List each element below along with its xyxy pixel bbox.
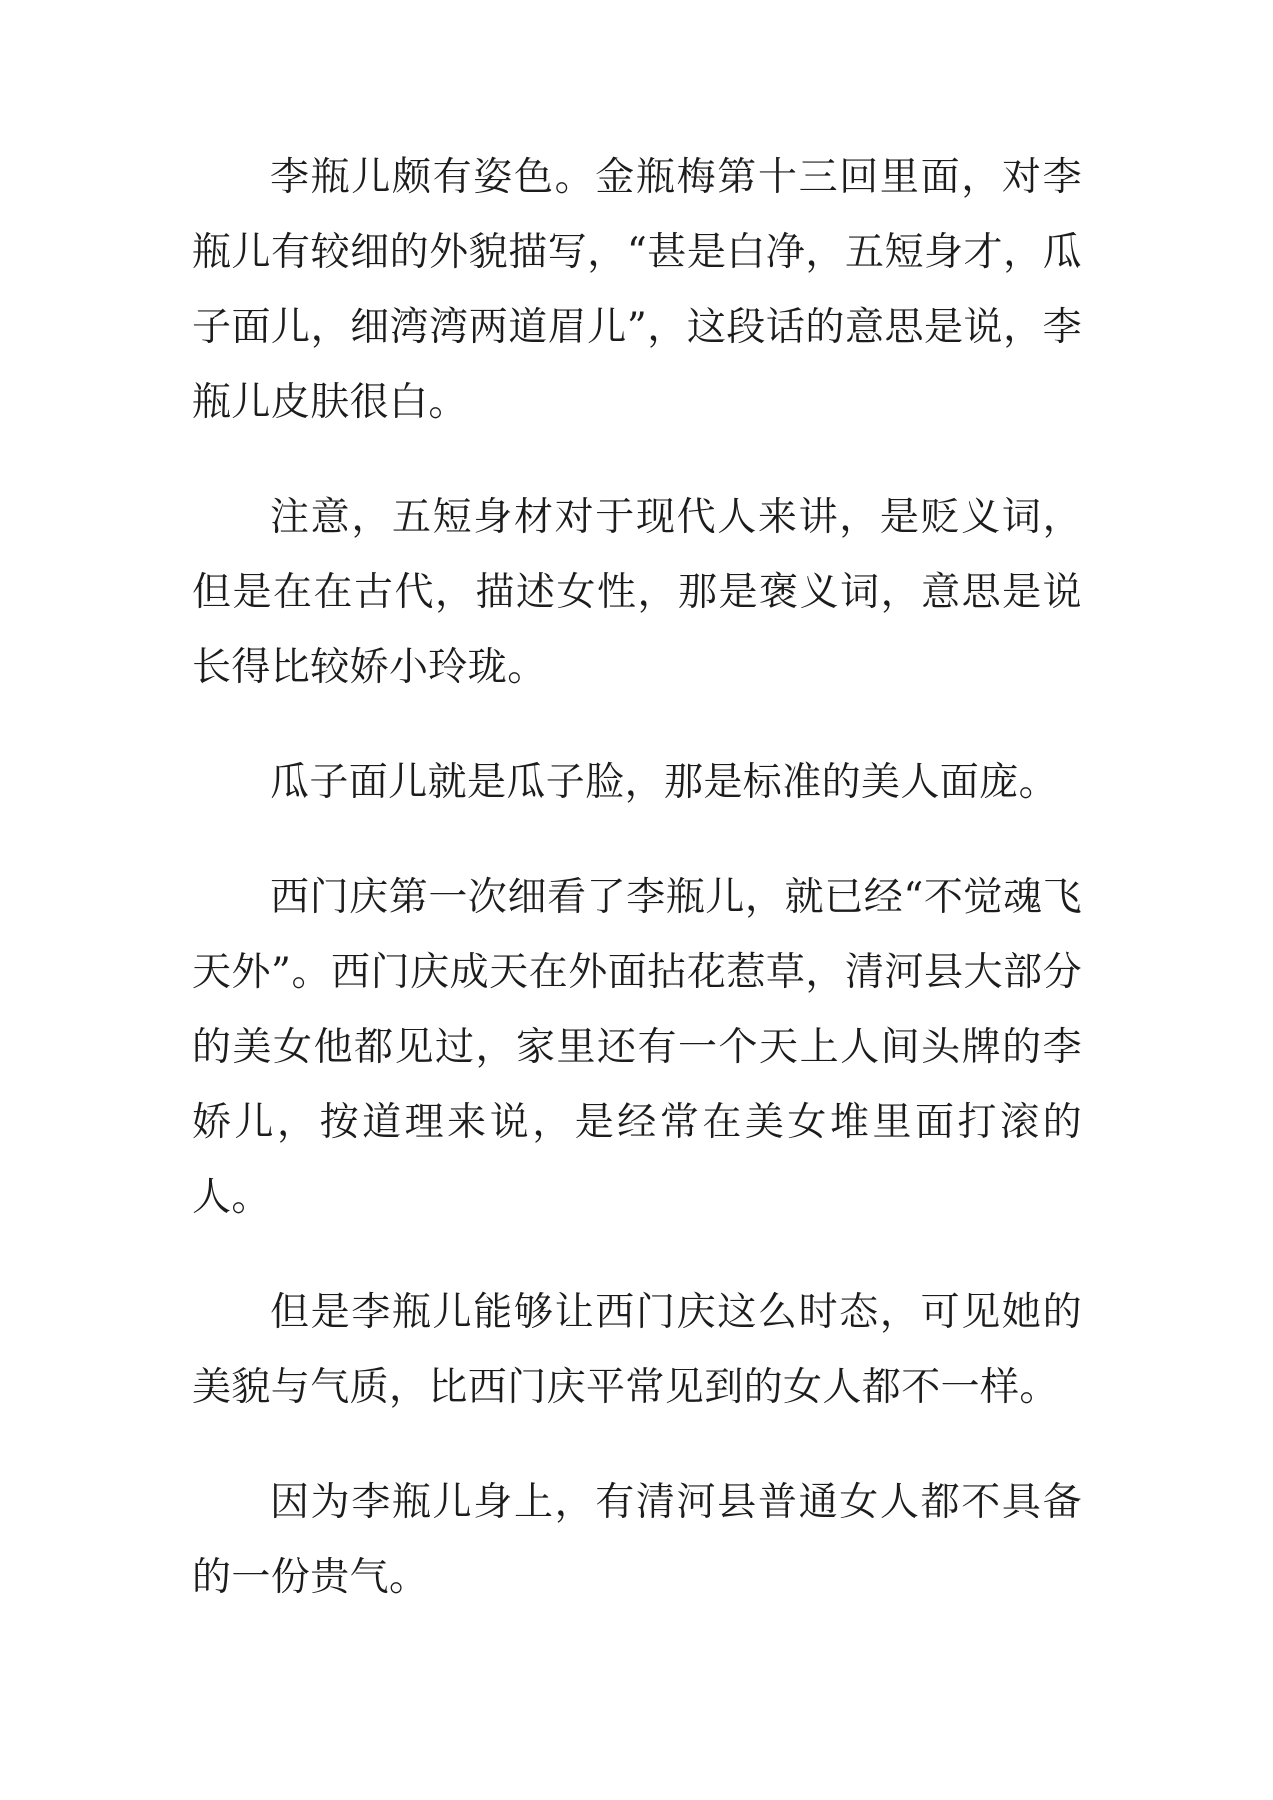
paragraph: 李瓶儿颇有姿色。金瓶梅第十三回里面，对李瓶儿有较细的外貌描写，“甚是白净，五短身才，瓜子面儿，细湾湾两道眉儿”，这段话的意思是说，李瓶儿皮肤很白。 bbox=[192, 155, 1082, 425]
paragraph: 但是李瓶儿能够让西门庆这么时态，可见她的美貌与气质，比西门庆平常见到的女人都不一样。 bbox=[192, 1290, 1082, 1410]
document-body bbox=[192, 140, 1082, 1655]
paragraph: 因为李瓶儿身上，有清河县普通女人都不具备的一份贵气。 bbox=[192, 1480, 1082, 1600]
paragraph: 瓜子面儿就是瓜子脸，那是标准的美人面庞。 bbox=[270, 760, 1059, 805]
paragraph: 注意，五短身材对于现代人来讲，是贬义词，但是在在古代，描述女性，那是褒义词，意思是说长得比较娇小玲珑。 bbox=[192, 495, 1082, 690]
paragraph: 西门庆第一次细看了李瓶儿，就已经“不觉魂飞天外”。西门庆成天在外面拈花惹草，清河县大部分的美女他都见过，家里还有一个天上人间头牌的李娇儿，按道理来说，是经常在美女堆里面打滚的人。 bbox=[192, 875, 1082, 1220]
